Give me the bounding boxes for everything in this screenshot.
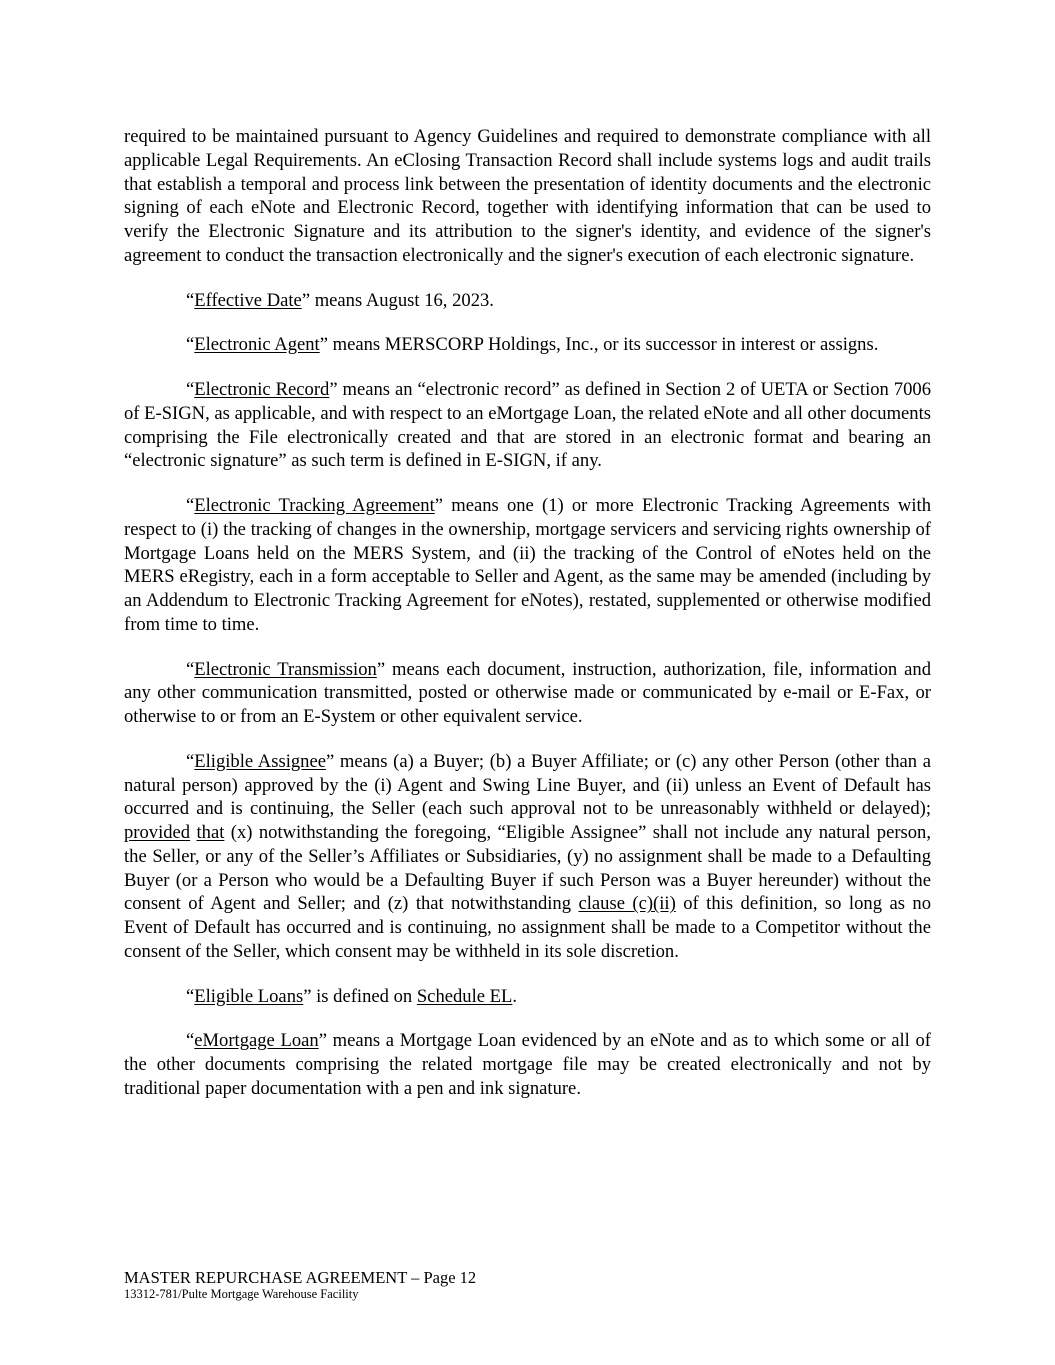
text: (x) notwithstanding the foregoing, “Eligible Assignee” shall not include any natural person, the Seller, or any of the Seller’s Affiliates or Subsidiaries, (y) no assignment shall be made to a Defaulting Buyer (or a Person who would be a Defaulting Buyer if such Person was a Buyer hereunder) without the consent of Agent and Seller; and (z) that notwithstanding (124, 822, 931, 915)
text: ” is defined on (303, 985, 417, 1007)
definition-eligible-loans (124, 985, 931, 1009)
definition-emortgage-loan (124, 1029, 931, 1100)
defined-term: Eligible Assignee (194, 750, 326, 772)
defined-term: Effective Date (194, 289, 302, 311)
defined-term: eMortgage Loan (194, 1030, 319, 1052)
defined-term: Electronic Record (194, 379, 330, 400)
text: of this definition, so long as no Event of Default has occurred and is continuing, no assignment shall be made to a Competitor without the consent of the Seller, which consent may be withheld in its sole discretion. (124, 893, 932, 962)
text: ” means a Mortgage Loan evidenced by an eNote and as to which some or all of the other documents comprising the related mortgage file may be created electronically and not by traditional paper documentation with a pen and ink signature. (124, 1030, 931, 1099)
defined-term: Electronic Tracking Agreement (194, 495, 435, 516)
underlined-word: that (196, 822, 225, 843)
defined-term: Eligible Loans (194, 985, 304, 1007)
definition-eligible-assignee (124, 750, 931, 964)
text: ” means August 16, 2023. (301, 289, 494, 311)
text: “ (186, 1030, 195, 1052)
definition-electronic-tracking-agreement (124, 494, 931, 637)
text: “ (186, 379, 195, 400)
footer-doc-id: 13312-781/Pulte Mortgage Warehouse Facility (124, 1287, 359, 1301)
text: ” means each document, instruction, authorization, file, information and any other communication transmitted, posted or otherwise made or communicated by e-mail or E-Fax, or otherwise to or from an E-System or other equivalent service. (124, 658, 931, 727)
clause-reference: clause (c)(ii) (578, 893, 676, 915)
footer-title: MASTER REPURCHASE AGREEMENT – Page 12 (124, 1268, 477, 1287)
text: “ (186, 985, 195, 1007)
defined-term: Electronic Agent (194, 334, 320, 356)
text: . (512, 985, 518, 1007)
text: “ (186, 750, 195, 772)
text: required to be maintained pursuant to Agency Guidelines and required to demonstrate compliance with all applicable Legal Requirements. An eClosing Transaction Record shall include systems logs and audit trails that establish a temporal and process link between the presentation of identity documents and the electronic signing of each eNote and Electronic Record, together with identifying information that can be used to verify the Electronic Signature and its attribution to the signer's identity, and evidence of the signer's agreement to conduct the transaction electronically and the signer's execution of each electronic signature. (124, 126, 931, 266)
text: “ (186, 289, 195, 311)
text: “ (186, 658, 195, 680)
definition-effective-date (124, 289, 931, 313)
defined-term: Electronic Transmission (194, 658, 377, 680)
text: ” means an “electronic record” as defined in Section 2 of UETA or Section 7006 of E-SIGN, as applicable, and with respect to an eMortgage Loan, the related eNote and all other documents comprising the File electronically created and that are stored in an electronic format and bearing an “electronic signature” as such term is defined in E-SIGN, if any. (124, 379, 931, 472)
definition-electronic-transmission (124, 658, 931, 729)
document-body (124, 125, 931, 1122)
text: ” means one (1) or more Electronic Tracking Agreements with respect to (i) the tracking of changes in the ownership, mortgage servicers and servicing rights ownership of Mortgage Loans held on the MERS System, and (ii) the tracking of the Control of eNotes held on the MERS eRegistry, each in a form acceptable to Seller and Agent, as the same may be amended (including by an Addendum to Electronic Tracking Agreement for eNotes), restated, supplemented or otherwise modified from time to time. (124, 495, 931, 635)
text: “ (186, 334, 195, 356)
paragraph-eclosing-record-continued (124, 125, 931, 268)
text: “ (186, 495, 195, 516)
page-footer (124, 1268, 476, 1302)
definition-electronic-record (124, 378, 931, 473)
schedule-reference: Schedule EL (416, 985, 513, 1007)
definition-electronic-agent (124, 333, 931, 357)
underlined-word: provided (124, 822, 191, 843)
text: ” means (a) a Buyer; (b) a Buyer Affiliate; or (c) any other Person (other than a natural person) approved by the (i) Agent and Swing Line Buyer, and (ii) unless an Event of Default has occurred and is continuing, the Seller (each such approval not to be unreasonably withheld or delayed); (124, 750, 931, 820)
text: ” means MERSCORP Holdings, Inc., or its successor in interest or assigns. (319, 334, 879, 356)
